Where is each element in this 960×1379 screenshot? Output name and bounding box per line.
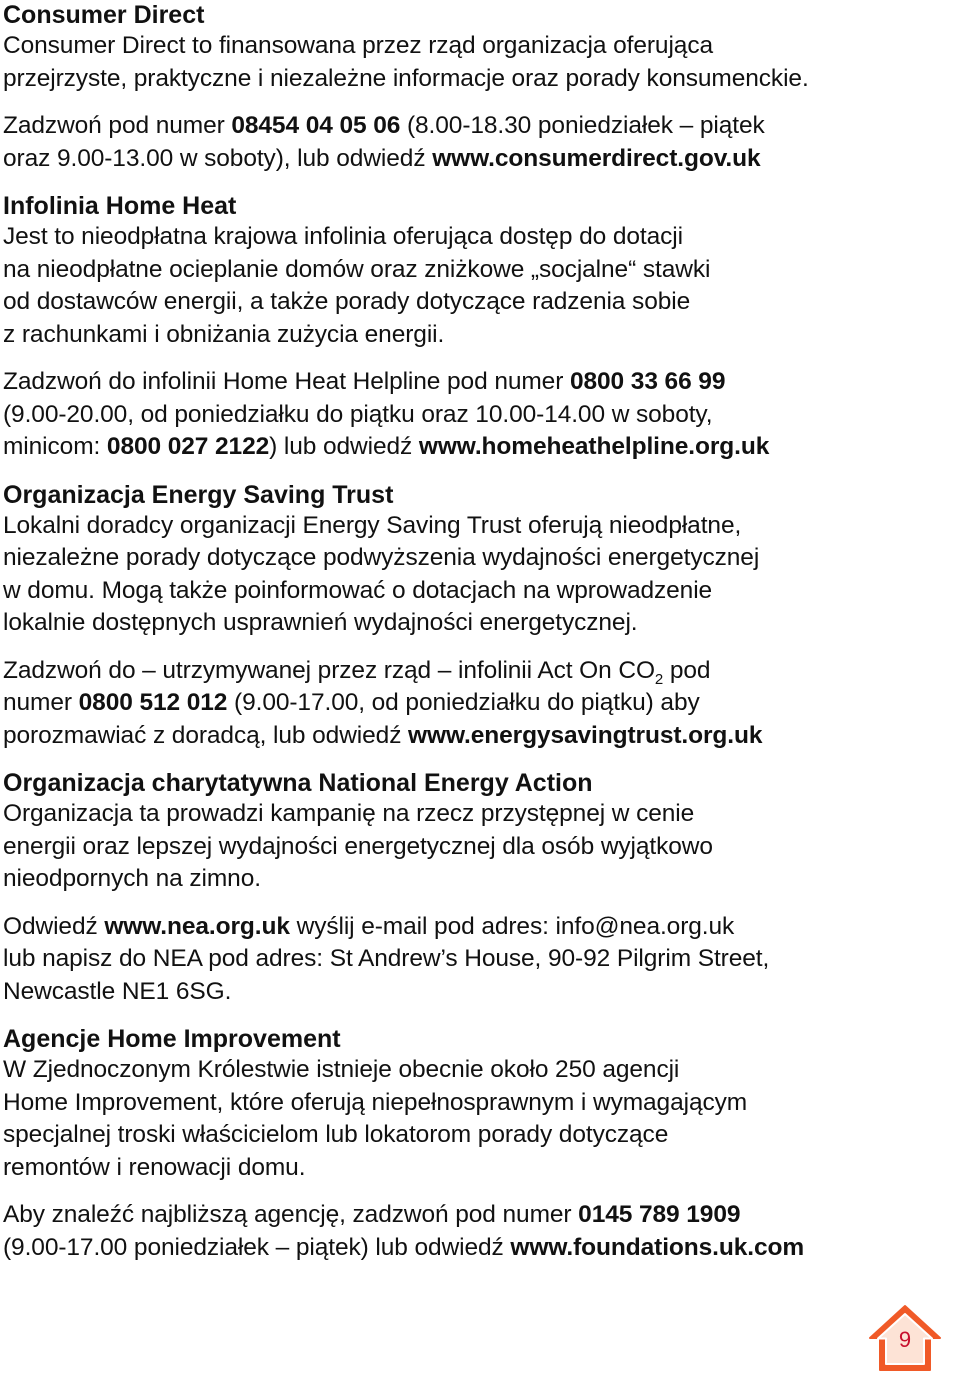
website-link[interactable]: www.consumerdirect.gov.uk: [432, 144, 761, 172]
section-heading: Infolinia Home Heat: [3, 192, 237, 220]
section-heading: Organizacja Energy Saving Trust: [3, 480, 394, 509]
phone-number: 0800 33 66 99: [569, 368, 726, 395]
contact-paragraph: Zadzwoń do – utrzymywanej przez rząd – infolinii Act On $CO_2$ pod numer 0800 512 012 (9.00-17.00, od poniedziałku do piątku) aby porozmawiać z doradcą, lub odwiedź www.energysavingtrust.org.uk: [3, 656, 763, 749]
contact-paragraph: Zadzwoń do infolinii Home Heat Helpline pod numer 0800 33 66 99 (9.00-20.00, od poniedziałku do piątku oraz 10.00-14.00 w soboty, minicom: 0800 027 2122) lub odwiedź www.homeheathelpline.org.uk: [3, 368, 770, 460]
page-number-badge: [866, 1302, 944, 1374]
paragraph-body: Lokalni doradcy organizacji Energy Saving Trust oferują nieodpłatne, niezależne porady dotyczące podwyższenia wydajności energetycznej w domu. Mogą także poinformować o dotacjach na wprowadzenie lokalnie dostępnych usprawnień wydajności energetycznej.: [3, 511, 760, 636]
section-home-heat: [3, 191, 953, 464]
phone-number: 0145 789 1909: [578, 1201, 741, 1228]
section-national-energy-action: [3, 768, 953, 1008]
document-page: [3, 0, 953, 1264]
contact-paragraph: Aby znaleźć najbliższą agencję, zadzwoń pod numer 0145 789 1909 (9.00-17.00 poniedziałek – piątek) lub odwiedź www.foundations.uk.com: [3, 1201, 805, 1261]
paragraph-body: W Zjednoczonym Królestwie istnieje obecnie około 250 agencji Home Improvement, które oferują niepełnosprawnym i wymagającym specjalnej troski właścicielom lub lokatorom porady dotyczące remontów i renowacji domu.: [3, 1056, 748, 1181]
phone-number: 08454 04 05 06: [231, 112, 401, 139]
website-link[interactable]: www.homeheathelpline.org.uk: [418, 433, 770, 460]
section-energy-saving-trust: [3, 480, 953, 753]
website-link[interactable]: www.foundations.uk.com: [510, 1233, 805, 1261]
paragraph-body: Jest to nieodpłatna krajowa infolinia oferująca dostęp do dotacji na nieodpłatne ocieplanie domów oraz zniżkowe „socjalne“ stawki od dostawców energii, a także porady dotyczące radzenia sobie z rachunkami i obniżania zużycia energii.: [3, 223, 711, 348]
section-heading: Consumer Direct: [3, 1, 205, 29]
section-consumer-direct: [3, 0, 953, 175]
paragraph-body: Organizacja ta prowadzi kampanię na rzecz przystępnej w cenie energii oraz lepszej wydajności energetycznej dla osób wyjątkowo nieodpornych na zimno.: [3, 800, 713, 892]
email-text: wyślij e-mail pod adres: info@nea.org.uk: [289, 912, 735, 940]
section-heading: Agencje Home Improvement: [3, 1025, 341, 1053]
page-number: 9: [898, 1327, 912, 1352]
section-home-improvement: [3, 1024, 953, 1264]
paragraph-line: Consumer Direct to finansowana przez rząd organizacja oferująca przejrzyste, praktyczne i niezależne informacje oraz porady konsumenckie.: [3, 32, 809, 92]
contact-paragraph: Odwiedź www.nea.org.uk wyślij e-mail pod adres: info@nea.org.uk lub napisz do NEA pod adres: St Andrew’s House, 90-92 Pilgrim Street, Newcastle NE1 6SG.: [3, 912, 770, 1005]
minicom-number: 0800 027 2122: [106, 433, 270, 460]
website-link[interactable]: www.nea.org.uk: [104, 912, 290, 940]
website-link[interactable]: www.energysavingtrust.org.uk: [408, 721, 763, 749]
section-heading: Organizacja charytatywna National Energy Action: [3, 769, 593, 797]
contact-paragraph: Zadzwoń pod numer 08454 04 05 06 (8.00-18.30 poniedziałek – piątek oraz 9.00-13.00 w soboty), lub odwiedź www.consumerdirect.gov.uk: [3, 112, 765, 172]
phone-number: 0800 512 012: [78, 689, 228, 716]
